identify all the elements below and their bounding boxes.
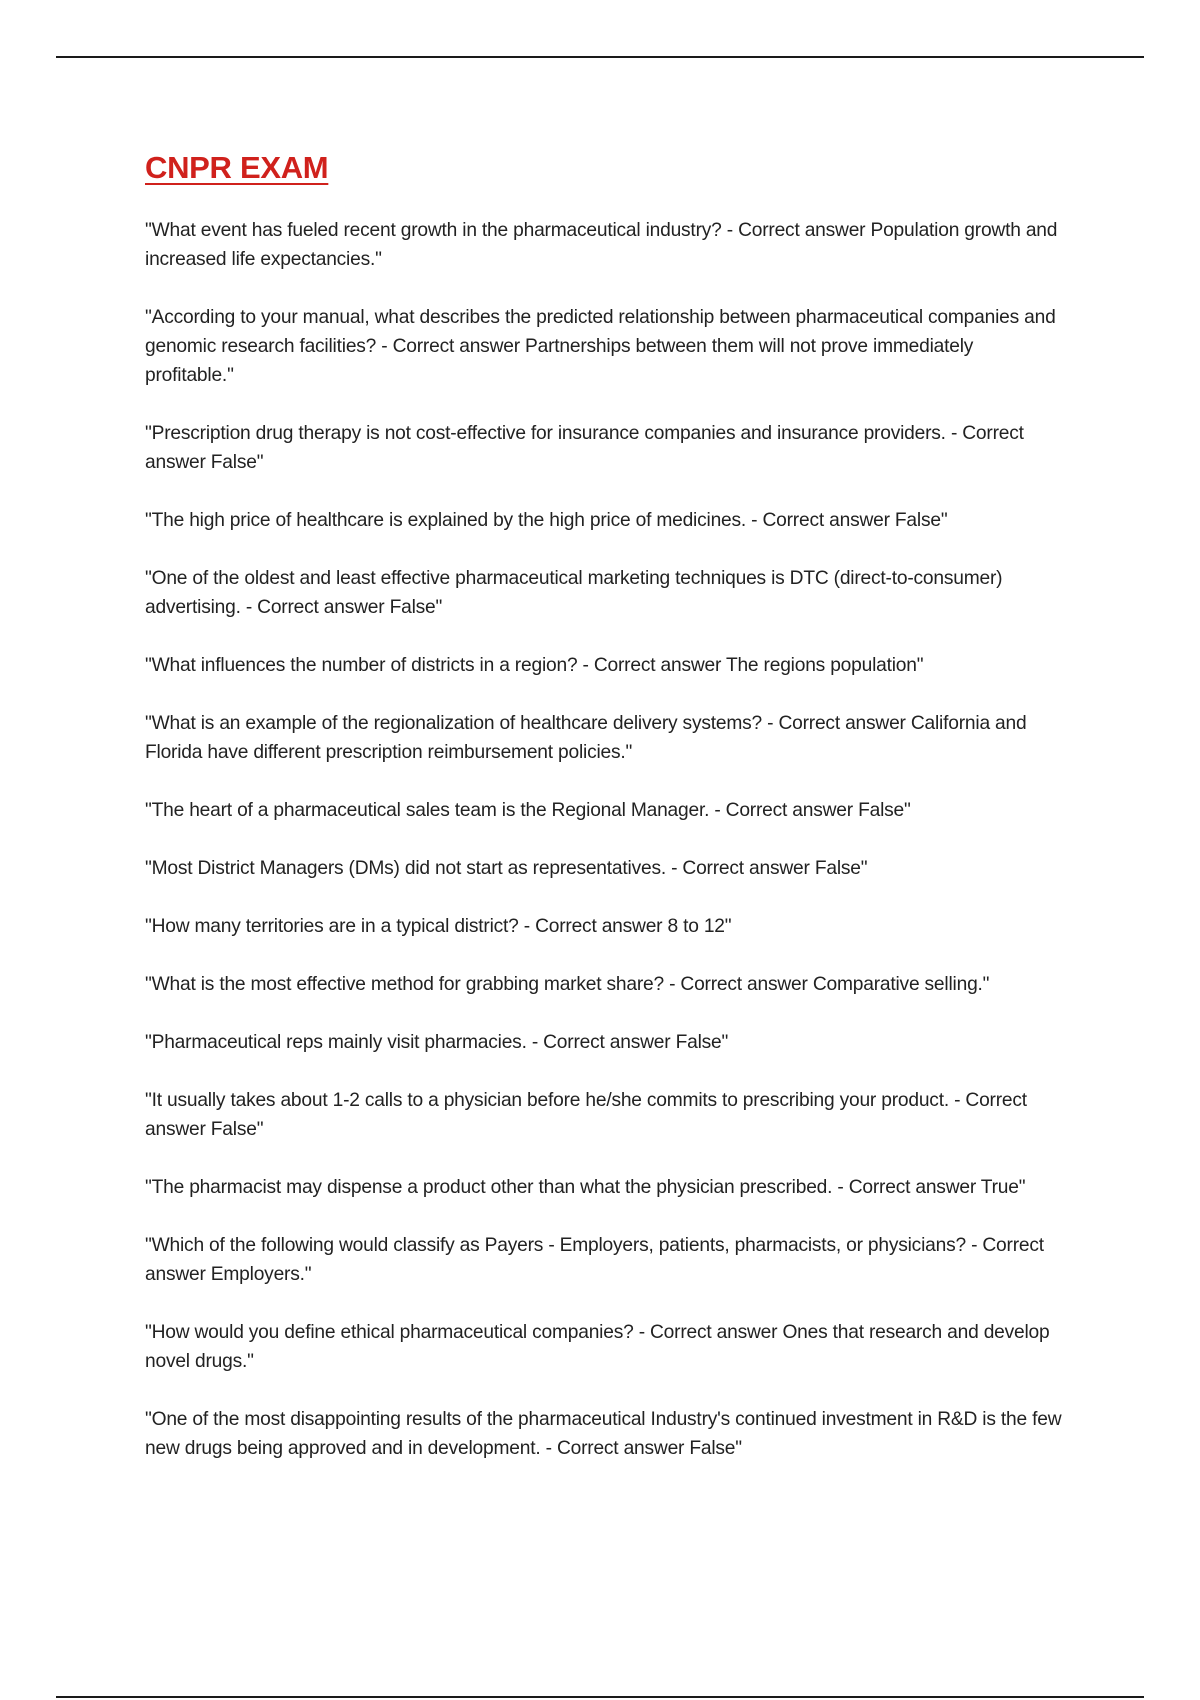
qa-item-6: "What influences the number of districts in a region? - Correct answer The regions population" xyxy=(145,655,924,676)
qa-item-8: "The heart of a pharmaceutical sales team is the Regional Manager. - Correct answer False" xyxy=(145,800,911,821)
qa-item-15: "Which of the following would classify as Payers - Employers, patients, pharmacists, or physicians? - Correct answer Employers." xyxy=(145,1235,1044,1285)
qa-item-16: "How would you define ethical pharmaceutical companies? - Correct answer Ones that research and develop novel drugs." xyxy=(145,1322,1050,1372)
qa-item-3: "Prescription drug therapy is not cost-effective for insurance companies and insurance providers. - Correct answer False" xyxy=(145,423,1024,473)
top-rule xyxy=(56,56,1144,58)
qa-item-17: "One of the most disappointing results of the pharmaceutical Industry's continued investment in R&D is the few new drugs being approved and in development. - Correct answer False" xyxy=(145,1409,1062,1459)
qa-item-1: "What event has fueled recent growth in the pharmaceutical industry? - Correct answer Population growth and increased life expectancies." xyxy=(145,220,1058,270)
qa-item-10: "How many territories are in a typical district? - Correct answer 8 to 12" xyxy=(145,916,732,937)
qa-item-12: "Pharmaceutical reps mainly visit pharmacies. - Correct answer False" xyxy=(145,1032,729,1053)
qa-item-9: "Most District Managers (DMs) did not start as representatives. - Correct answer False" xyxy=(145,858,868,879)
document-body xyxy=(145,146,1065,1492)
qa-item-4: "The high price of healthcare is explained by the high price of medicines. - Correct answer False" xyxy=(145,510,948,531)
qa-item-5: "One of the oldest and least effective pharmaceutical marketing techniques is DTC (direct-to-consumer) advertising. - Correct answer False" xyxy=(145,568,1003,618)
qa-item-13: "It usually takes about 1-2 calls to a physician before he/she commits to prescribing your product. - Correct answer False" xyxy=(145,1090,1027,1140)
qa-item-2: "According to your manual, what describes the predicted relationship between pharmaceutical companies and genomic research facilities? - Correct answer Partnerships between them will not prove immediately profitable." xyxy=(145,307,1056,386)
qa-item-7: "What is an example of the regionalization of healthcare delivery systems? - Correct answer California and Florida have different prescription reimbursement policies." xyxy=(145,713,1027,763)
qa-list xyxy=(145,216,1065,1463)
document-title: CNPR EXAM xyxy=(145,150,329,185)
bottom-rule xyxy=(56,1696,1144,1698)
qa-item-11: "What is the most effective method for grabbing market share? - Correct answer Comparative selling." xyxy=(145,974,990,995)
qa-item-14: "The pharmacist may dispense a product other than what the physician prescribed. - Correct answer True" xyxy=(145,1177,1026,1198)
